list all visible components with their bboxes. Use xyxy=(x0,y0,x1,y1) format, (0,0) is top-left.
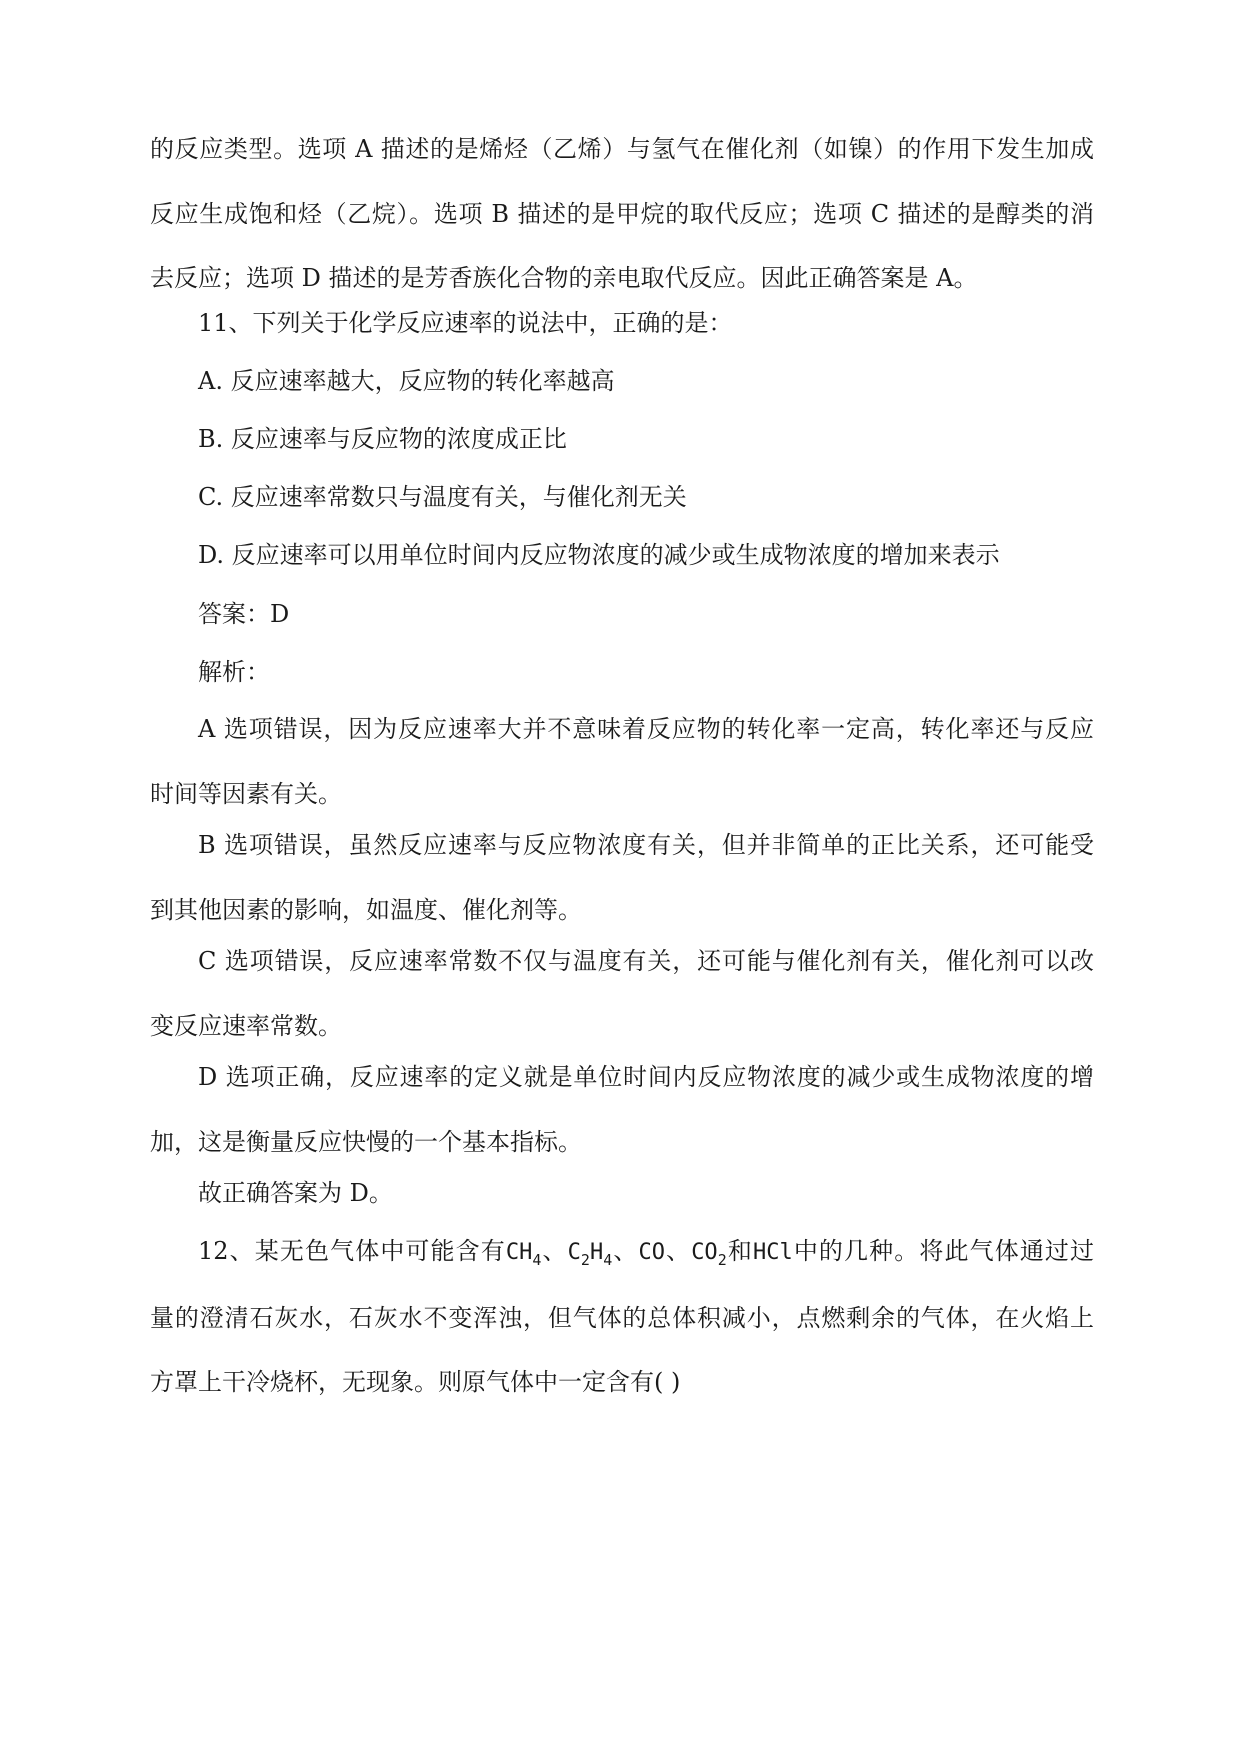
intro-line: 去反应；选项 D 描述的是芳香族化合物的亲电取代反应。因此正确答案是 A。 xyxy=(150,264,978,292)
q11-option-c: C. 反应速率常数只与温度有关，与催化剂无关 xyxy=(198,483,687,511)
intro-paragraph xyxy=(150,117,1094,311)
formula-co2: $CO_2$ xyxy=(691,1240,727,1269)
q11-analysis-b xyxy=(150,813,1094,942)
formula-co: CO xyxy=(638,1240,665,1265)
q12-stem xyxy=(150,1219,1094,1415)
formula-ch4: $CH_4$ xyxy=(505,1240,542,1269)
formula-hcl: HCl xyxy=(752,1240,793,1265)
q11-stem: 11、下列关于化学反应速率的说法中，正确的是： xyxy=(198,309,733,337)
q12-line: 方罩上干冷烧杯，无现象。则原气体中一定含有( ) xyxy=(150,1368,681,1396)
q12-line-1: 12、某无色气体中可能含有$CH_4$、$C_2H_4$、CO、$CO_2$和HCl中的几种。将此气体通过过 xyxy=(198,1237,1095,1269)
intro-line: 反应生成饱和烃（乙烷）。选项 B 描述的是甲烷的取代反应；选项 C 描述的是醇类的消 xyxy=(150,199,1094,228)
intro-line: 的反应类型。选项 A 描述的是烯烃（乙烯）与氢气在催化剂（如镍）的作用下发生加成 xyxy=(150,135,1094,163)
q11-analysis-c xyxy=(150,929,1094,1058)
analysis-line: 到其他因素的影响，如温度、催化剂等。 xyxy=(150,895,582,924)
q12-line: 量的澄清石灰水，石灰水不变浑浊，但气体的总体积减小，点燃剩余的气体，在火焰上 xyxy=(150,1303,1094,1332)
q11-option-a: A. 反应速率越大，反应物的转化率越高 xyxy=(198,367,615,395)
q11-analysis-d xyxy=(150,1045,1094,1174)
q11-answer: 答案：D xyxy=(198,600,290,628)
q11-option-d: D. 反应速率可以用单位时间内反应物浓度的减少或生成物浓度的增加来表示 xyxy=(198,541,1000,569)
analysis-line: 变反应速率常数。 xyxy=(150,1011,342,1040)
formula-c2h4: $C_2H_4$ xyxy=(567,1240,613,1269)
analysis-line: A 选项错误，因为反应速率大并不意味着反应物的转化率一定高，转化率还与反应 xyxy=(198,715,1094,743)
analysis-line: C 选项错误，反应速率常数不仅与温度有关，还可能与催化剂有关，催化剂可以改 xyxy=(198,947,1094,975)
analysis-line: 加，这是衡量反应快慢的一个基本指标。 xyxy=(150,1127,582,1156)
q11-analysis-label: 解析： xyxy=(198,658,270,686)
q11-conclusion: 故正确答案为 D。 xyxy=(198,1179,393,1207)
q11-option-b: B. 反应速率与反应物的浓度成正比 xyxy=(198,425,567,453)
analysis-line: B 选项错误，虽然反应速率与反应物浓度有关，但并非简单的正比关系，还可能受 xyxy=(198,831,1094,859)
q11-analysis-a xyxy=(150,697,1094,826)
analysis-line: 时间等因素有关。 xyxy=(150,779,342,808)
analysis-line: D 选项正确，反应速率的定义就是单位时间内反应物浓度的减少或生成物浓度的增 xyxy=(198,1063,1094,1091)
